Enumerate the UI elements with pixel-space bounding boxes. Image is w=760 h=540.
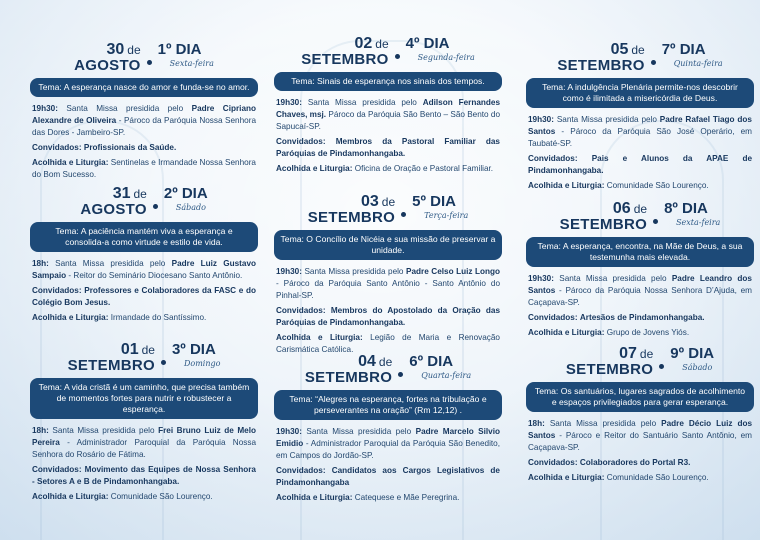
mass-presider: Padre Leandro dos Santos <box>528 274 752 295</box>
mass-details: - Pároco da Paróquia Nossa Senhora D’Ajuda, em Caçapava-SP. <box>528 286 752 307</box>
mass-text: Santa Missa presidida pelo <box>559 274 667 283</box>
separator-dot <box>398 372 403 377</box>
liturgy-label: Acolhida e Liturgia: <box>276 333 363 342</box>
guests-info <box>32 142 256 154</box>
day-header <box>26 340 262 374</box>
novena-day-label: 9º DIA <box>670 345 715 362</box>
mass-text: Santa Missa presidida pelo <box>55 259 166 268</box>
date-month: SETEMBRO <box>559 216 648 233</box>
separator-dot <box>147 60 152 65</box>
mass-time: 18h: <box>528 419 545 428</box>
theme-banner: Tema: Sinais de esperança nos sinais dos tempos. <box>274 72 502 91</box>
novena-day-label: 4º DIA <box>405 35 450 52</box>
date-number: 30 <box>106 41 125 58</box>
liturgy-value: Comunidade São Lourenço. <box>606 181 709 190</box>
guests-value: Colaboradores do Portal R3. <box>579 458 691 467</box>
mass-presider: Frei Bruno Luiz de Melo Pereira <box>32 426 257 447</box>
separator-dot <box>161 360 166 365</box>
guests-label: Convidados: <box>32 143 82 152</box>
day-block <box>522 344 758 487</box>
mass-time: 19h30: <box>276 98 302 107</box>
day-block <box>270 34 506 178</box>
weekday-label: Sábado <box>682 363 713 372</box>
date-preposition: de <box>133 187 147 201</box>
liturgy-label: Acolhida e Liturgia: <box>32 313 109 322</box>
guests-label: Convidados: <box>528 458 578 467</box>
day-block <box>26 340 262 506</box>
date-line <box>305 353 392 370</box>
mass-time: 19h30: <box>276 267 302 276</box>
mass-info <box>528 273 752 309</box>
day-block <box>26 40 262 184</box>
liturgy-value: Irmandade do Santíssimo. <box>110 313 207 322</box>
liturgy-label: Acolhida e Liturgia: <box>32 158 109 167</box>
mass-text: Santa Missa presidida pelo <box>52 426 155 435</box>
mass-details: - Pároco da Paróquia Nossa Senhora das Dores - Jambeiro-SP. <box>32 116 257 137</box>
liturgy-value: Oficina de Oração e Pastoral Familiar. <box>354 164 494 173</box>
guests-label: Convidados: <box>276 466 326 475</box>
date-block <box>68 341 155 373</box>
mass-presider: Padre Cipriano Alexandre de Oliveira <box>32 104 256 125</box>
liturgy-label: Acolhida e Liturgia: <box>528 181 605 190</box>
date-month: AGOSTO <box>74 57 141 74</box>
weekday-label: Quarta-feira <box>421 371 472 380</box>
liturgy-label: Acolhida e Liturgia: <box>32 492 109 501</box>
theme-banner: Tema: A vida cristã é um caminho, que precisa também de momentos fortes para nutrir e robustecer a esperança. <box>30 378 258 419</box>
date-block <box>560 200 647 232</box>
liturgy-value: Legião de Maria e Renovação Carismática Católica. <box>276 333 500 354</box>
date-month: SETEMBRO <box>67 357 155 374</box>
weekday-label: Terça-feira <box>424 211 469 220</box>
theme-banner: Tema: “Alegres na esperança, fortes na tribulação e perseverantes na oração” (Rm 12,12) . <box>274 390 502 420</box>
guests-value: Movimento das Equipes de Nossa Senhora - Setores A e B de Pindamonhangaba. <box>32 465 256 486</box>
dia-block <box>406 37 475 65</box>
mass-presider: Padre Marcelo Silvio Emidio <box>276 427 501 448</box>
guests-info <box>528 312 752 324</box>
theme-banner: Tema: A esperança nasce do amor e funda-se no amor. <box>30 78 258 97</box>
guests-value: Professores e Colaboradores da FASC e do Colégio Bom Jesus. <box>32 286 256 307</box>
mass-details: - Reitor do Seminário Diocesano Santo Antônio. <box>68 271 243 280</box>
mass-presider: Padre Luiz Gustavo Sampaio <box>32 259 257 280</box>
date-preposition: de <box>141 343 155 357</box>
separator-dot <box>653 219 658 224</box>
date-preposition: de <box>378 355 393 369</box>
date-month: SETEMBRO <box>565 361 654 378</box>
liturgy-value: Comunidade São Lourenço. <box>606 473 709 482</box>
dia-block <box>158 43 214 71</box>
dia-block <box>172 343 220 371</box>
date-number: 05 <box>610 41 629 58</box>
mass-text: Santa Missa presidida pelo <box>66 104 184 113</box>
liturgy-label: Acolhida e Liturgia: <box>276 164 353 173</box>
guests-info <box>528 457 752 469</box>
date-month: SETEMBRO <box>304 369 393 386</box>
guests-info <box>276 465 500 489</box>
mass-details: - Pároco da Paróquia Santo Antônio - Santo Antônio do Pinhal-SP. <box>276 279 500 300</box>
guests-label: Convidados: <box>32 465 82 474</box>
mass-text: Santa Missa presidida pelo <box>306 427 412 436</box>
separator-dot <box>651 60 656 65</box>
mass-info <box>32 258 256 282</box>
mass-info <box>528 418 752 454</box>
guests-label: Convidados: <box>276 306 326 315</box>
guests-info <box>32 464 256 488</box>
weekday-label: Segunda-feira <box>417 53 475 62</box>
mass-time: 19h30: <box>528 274 554 283</box>
separator-dot <box>401 212 406 217</box>
mass-presider: Padre Rafael Tiago dos Santos <box>528 115 752 136</box>
liturgy-value: Catequese e Mãe Peregrina. <box>354 493 460 502</box>
theme-banner: Tema: A indulgência Plenária permite-nos descobrir como é ilimitada a misericórdia de Deus. <box>526 78 754 108</box>
guests-info <box>528 153 752 177</box>
theme-banner: Tema: A esperança, encontra, na Mãe de Deus, a sua testemunha mais elevada. <box>526 237 754 267</box>
liturgy-info <box>32 157 256 181</box>
mass-time: 19h30: <box>528 115 554 124</box>
mass-details: Pároco da Paróquia São Bento – São Bento do Sapucaí-SP. <box>276 110 500 131</box>
date-block <box>74 41 141 73</box>
novena-day-label: 2º DIA <box>163 185 208 202</box>
date-line <box>308 193 395 210</box>
guests-label: Convidados: <box>276 137 326 146</box>
date-line <box>68 341 155 358</box>
liturgy-info <box>528 327 752 339</box>
liturgy-info <box>32 491 256 503</box>
novena-day-label: 8º DIA <box>664 200 708 217</box>
mass-info <box>276 97 500 133</box>
date-preposition: de <box>127 43 141 57</box>
guests-value: Profissionais da Saúde. <box>83 143 177 152</box>
date-month: SETEMBRO <box>557 57 645 74</box>
novena-day-label: 7º DIA <box>661 41 706 58</box>
mass-time: 18h: <box>32 259 49 268</box>
mass-text: Santa Missa presidida pelo <box>307 98 417 107</box>
date-number: 03 <box>361 193 379 210</box>
guests-value: Membros da Pastoral Familiar das Paróquias de Pindamonhangaba. <box>276 137 500 158</box>
dia-block <box>412 195 468 223</box>
date-block <box>557 41 644 73</box>
mass-info <box>276 426 500 462</box>
dia-block <box>164 187 208 215</box>
date-number: 02 <box>354 35 373 52</box>
theme-banner: Tema: A paciência mantém viva a esperança e consolida-a como virtude e estilo de vida. <box>30 222 258 252</box>
date-month: AGOSTO <box>80 201 147 218</box>
date-line <box>566 345 653 362</box>
dia-block <box>662 43 723 71</box>
liturgy-info <box>32 312 256 324</box>
liturgy-info <box>528 180 752 192</box>
day-block <box>270 352 506 507</box>
date-line <box>557 41 644 58</box>
day-header <box>270 192 506 226</box>
mass-details: - Pároco da Paróquia São José Operário, em Taubaté-SP. <box>528 127 753 148</box>
separator-dot <box>153 204 158 209</box>
date-preposition: de <box>633 202 648 216</box>
guests-label: Convidados: <box>528 313 578 322</box>
guests-info <box>276 305 500 329</box>
day-header <box>522 199 758 233</box>
liturgy-value: Sentinelas e Irmandade Nossa Senhora do Bom Sucesso. <box>32 158 256 179</box>
weekday-label: Domingo <box>183 359 221 368</box>
dia-block <box>670 347 714 375</box>
guests-value: Pais e Alunos da APAE de Pindamonhangaba. <box>528 154 752 175</box>
guests-value: Candidatos aos Cargos Legislativos de Pindamonhangaba <box>276 466 500 487</box>
date-block <box>80 185 147 217</box>
day-header <box>522 344 758 378</box>
liturgy-value: Grupo de Jovens Yiós. <box>606 328 690 337</box>
theme-banner: Tema: O Concílio de Nicéia e sua missão de preservar a unidade. <box>274 230 502 260</box>
mass-presider: Adilson Fernandes Chaves, msj. <box>276 98 500 119</box>
mass-time: 19h30: <box>276 427 302 436</box>
guests-info <box>276 136 500 160</box>
mass-info <box>528 114 752 150</box>
mass-info <box>276 266 500 302</box>
guests-value: Membros do Apostolado da Oração das Paróquias de Pindamonhangaba. <box>276 306 500 327</box>
mass-text: Santa Missa presidida pelo <box>556 115 657 124</box>
mass-info <box>32 103 256 139</box>
date-line <box>301 35 388 52</box>
guests-label: Convidados: <box>528 154 578 163</box>
date-preposition: de <box>381 195 396 209</box>
mass-text: Santa Missa presidida pelo <box>304 267 404 276</box>
date-line <box>560 200 647 217</box>
mass-presider: Padre Celso Luiz Longo <box>406 267 500 276</box>
day-block <box>522 199 758 342</box>
day-header <box>26 184 262 218</box>
novena-day-label: 3º DIA <box>171 341 216 358</box>
liturgy-value: Comunidade São Lourenço. <box>110 492 213 501</box>
mass-details: - Administrador Paroquial da Paróquia São Benedito, em Campos do Jordão-SP. <box>276 439 501 460</box>
day-block <box>26 184 262 327</box>
liturgy-info <box>276 163 500 175</box>
day-header <box>522 40 758 74</box>
day-header <box>270 34 506 68</box>
date-block <box>305 353 392 385</box>
date-block <box>308 193 395 225</box>
day-block <box>522 40 758 195</box>
date-number: 06 <box>612 200 631 217</box>
dia-block <box>409 355 471 383</box>
mass-details: - Pároco e Reitor do Santuário Santo Antônio, em Caçapava-SP. <box>528 431 752 452</box>
mass-text: Santa Missa presidida pelo <box>549 419 657 428</box>
day-block <box>270 192 506 359</box>
novena-day-label: 5º DIA <box>412 193 456 210</box>
liturgy-info <box>528 472 752 484</box>
weekday-label: Quinta-feira <box>673 59 723 68</box>
date-preposition: de <box>639 347 654 361</box>
day-header <box>26 40 262 74</box>
novena-day-label: 6º DIA <box>409 353 454 370</box>
date-block <box>301 35 388 67</box>
guests-value: Artesãos de Pindamonhangaba. <box>579 313 705 322</box>
mass-time: 19h30: <box>32 104 58 113</box>
date-number: 31 <box>112 185 131 202</box>
guests-info <box>32 285 256 309</box>
date-preposition: de <box>375 37 389 51</box>
separator-dot <box>659 364 664 369</box>
liturgy-label: Acolhida e Liturgia: <box>528 473 605 482</box>
date-line <box>74 41 141 58</box>
date-line <box>80 185 147 202</box>
weekday-label: Sábado <box>175 203 206 212</box>
day-header <box>270 352 506 386</box>
guests-label: Convidados: <box>32 286 82 295</box>
theme-banner: Tema: Os santuários, lugares sagrados de acolhimento e espaços privilegiados para gerar esperança. <box>526 382 754 412</box>
mass-info <box>32 425 256 461</box>
liturgy-label: Acolhida e Liturgia: <box>528 328 605 337</box>
mass-details: - Administrador Paroquial da Paróquia Nossa Senhora do Rosário de Fátima. <box>32 438 256 459</box>
date-number: 01 <box>120 341 139 358</box>
date-block <box>566 345 653 377</box>
date-number: 07 <box>619 345 637 362</box>
separator-dot <box>395 54 400 59</box>
date-month: SETEMBRO <box>307 209 396 226</box>
weekday-label: Sexta-feira <box>169 59 214 68</box>
date-number: 04 <box>358 353 376 370</box>
weekday-label: Sexta-feira <box>676 218 721 227</box>
dia-block <box>664 202 720 230</box>
mass-presider: Padre Décio Luiz dos Santos <box>528 419 752 440</box>
mass-time: 18h: <box>32 426 49 435</box>
date-month: SETEMBRO <box>301 51 389 68</box>
novena-day-label: 1º DIA <box>157 41 202 58</box>
date-preposition: de <box>631 43 645 57</box>
liturgy-info <box>276 492 500 504</box>
liturgy-label: Acolhida e Liturgia: <box>276 493 353 502</box>
